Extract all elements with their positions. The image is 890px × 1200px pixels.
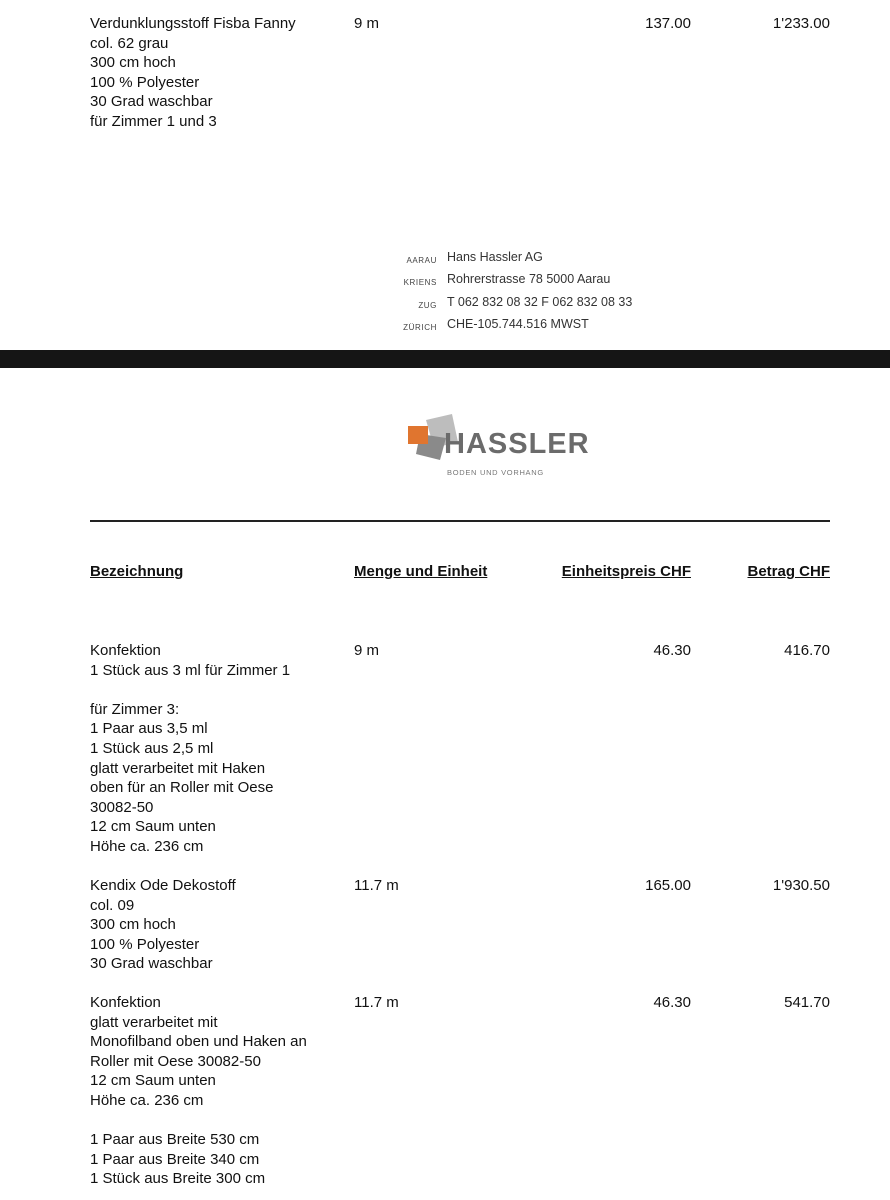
description-line: 12 cm Saum unten [90,818,216,836]
item-unit-price: 165.00 [645,877,691,894]
blank-line [90,1111,340,1131]
logo-orange-shape [408,426,428,444]
page-separator [0,350,890,368]
description-line: 30082-50 [90,798,154,816]
description-line: Höhe ca. 236 cm [90,837,204,855]
description-line: Kendix Ode Dekostoff [90,877,236,894]
invoice-page-2 [0,368,890,1200]
description-line: für Zimmer 1 und 3 [90,112,217,130]
blank-line [90,680,340,700]
column-header-description: Bezeichnung [90,563,184,580]
item-quantity: 9 m [354,642,380,659]
item-description [90,14,340,132]
description-line: 1 Stück aus 2,5 ml [90,739,214,757]
column-header-quantity: Menge und Einheit [354,563,488,580]
invoice-page-1 [0,0,890,350]
item-quantity: 11.7 m [354,994,399,1011]
description-line: Roller mit Oese 30082-50 [90,1052,261,1070]
footer-vat-number: CHE-105.744.516 MWST [447,317,589,332]
item-unit-price: 46.30 [653,994,691,1011]
description-line: 12 cm Saum unten [90,1072,216,1090]
item-unit-price: 46.30 [653,642,691,659]
description-line: glatt verarbeitet mit [90,1013,218,1031]
footer-city: ZÜRICH [403,323,437,333]
description-line: Konfektion [90,642,161,659]
item-amount: 416.70 [784,642,830,659]
item-amount: 1'930.50 [772,877,830,894]
logo-wordmark: HASSLER [444,428,590,460]
description-line: 300 cm hoch [90,916,176,934]
company-logo [406,412,590,482]
description-line: 30 Grad waschbar [90,93,213,111]
description-line: 1 Paar aus Breite 340 cm [90,1150,260,1168]
footer-phone-fax: T 062 832 08 32 F 062 832 08 33 [447,294,633,309]
description-line: 100 % Polyester [90,935,200,953]
column-header-unit-price: Einheitspreis CHF [561,563,691,580]
header-divider [90,520,830,522]
item-quantity: 11.7 m [354,877,399,894]
description-line: glatt verarbeitet mit Haken [90,759,266,777]
description-line: 1 Stück aus 3 ml für Zimmer 1 [90,661,291,679]
item-description [90,993,340,1189]
item-description [90,876,340,974]
description-line: 100 % Polyester [90,73,200,91]
footer-city: KRIENS [403,278,437,288]
description-line: 1 Paar aus Breite 530 cm [90,1131,260,1149]
logo-tagline: BODEN UND VORHANG [447,468,544,477]
description-line: Verdunklungsstoff Fisba Fanny [90,15,296,32]
footer-city: ZUG [418,300,437,310]
description-line: Höhe ca. 236 cm [90,1091,204,1109]
item-unit-price: 137.00 [645,15,691,32]
company-footer [380,248,632,338]
description-line: 30 Grad waschbar [90,955,213,973]
footer-address: Rohrerstrasse 78 5000 Aarau [447,272,611,287]
column-header-amount: Betrag CHF [747,563,830,580]
footer-company-name: Hans Hassler AG [447,250,543,264]
description-line: 1 Stück aus Breite 300 cm [90,1170,266,1188]
description-line: Monofilband oben und Haken an [90,1033,307,1051]
description-line: Konfektion [90,994,161,1011]
item-quantity: 9 m [354,15,380,32]
item-amount: 1'233.00 [772,15,830,32]
item-amount: 541.70 [784,994,830,1011]
footer-city: AARAU [406,256,437,265]
description-line: oben für an Roller mit Oese [90,779,274,797]
description-line: für Zimmer 3: [90,700,180,718]
description-line: 1 Paar aus 3,5 ml [90,720,208,738]
item-description [90,641,340,857]
description-line: 300 cm hoch [90,54,176,72]
description-line: col. 09 [90,896,135,914]
description-line: col. 62 grau [90,34,169,52]
